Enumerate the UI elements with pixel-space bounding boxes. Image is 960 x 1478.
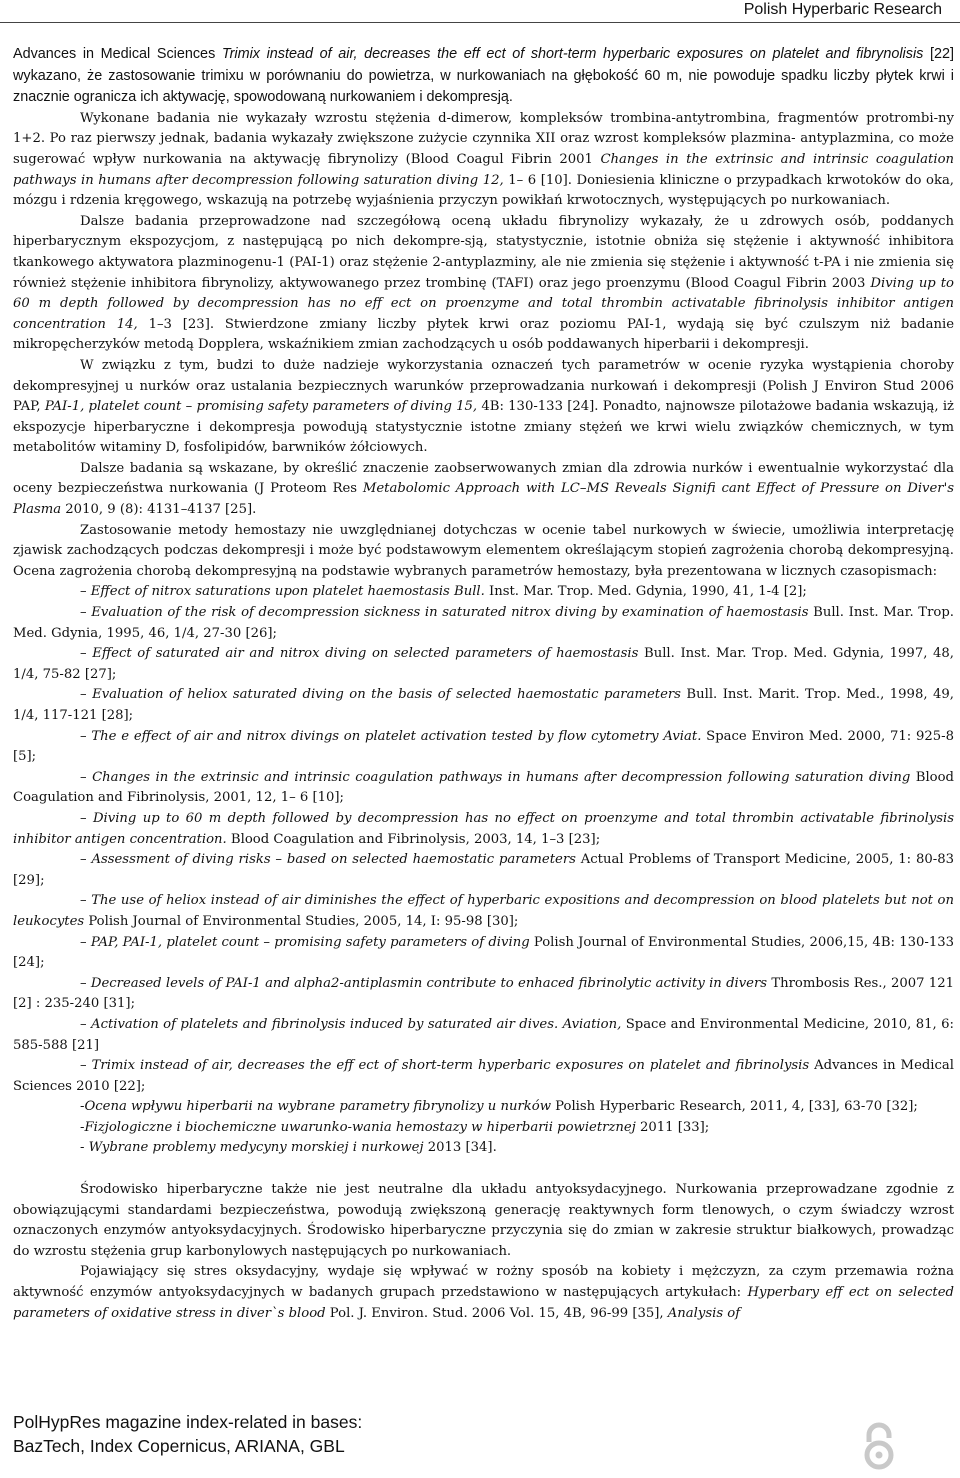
reference-title: Effect of saturated air and nitrox diving on selected parameters of haemostasis <box>92 646 639 662</box>
reference-dash: – <box>80 810 93 826</box>
text-run: 1–3 [23]. Stwierdzone zmiany liczby płytek krwi oraz poziomu PAI-1, wydają się być czulszym niż badanie mikropęcherzyków metodą Dopplera, wskaźnikiem zmian zachodzących u osób poddawanych hiperbarii i dekompresji. <box>13 316 954 353</box>
text-run: [22] wykazano, że zastosowanie trimixu w porównaniu do powietrza, w nurkowaniach na głębokość 60 m, nie powoduje spadku liczby płytek krwi i znacznie ogranicza ich aktywację, spowodowaną nurkowaniem i dekompresją. <box>13 46 954 106</box>
reference-item <box>13 727 954 768</box>
reference-source: Advances in Medical Sciences 2010 [22]; <box>13 1058 954 1094</box>
paragraph <box>13 356 954 459</box>
reference-source: Thrombosis Res., 2007 121 [2] : 235-240 [31]; <box>13 975 954 1012</box>
reference-title: PAP, PAI-1, platelet count – promising safety parameters of diving <box>90 934 530 950</box>
reference-title: Diving up to 60 m depth followed by decompression has no effect on proenzyme and total thrombin activatable fibrinolysis inhibitor antigen concentration. <box>13 810 954 847</box>
text-run: Pol. J. Environ. Stud. 2006 Vol. 15, 4B, 96-99 [35], <box>325 1305 668 1321</box>
citation-title: Diving up to 60 m depth followed by decompression has no eff ect on proenzyme and total thrombin activatable fibrinolysis inhibitor antigen concentration 14, <box>13 275 955 332</box>
citation-title: PAI-1, platelet count – promising safety parameters of diving 15, <box>44 399 478 415</box>
reference-item <box>13 644 954 685</box>
reference-title: Trimix instead of air, decreases the eff ect of short-term hyperbaric exposures on platelet and fibrinolysis <box>91 1058 810 1074</box>
reference-title: - Wybrane problemy medycyny morskiej i nurkowej <box>80 1140 424 1156</box>
reference-item <box>13 974 954 1015</box>
text-run: W związku z tym, budzi to duże nadzieje wykorzystania oznaczeń tych parametrów w ocenie ryzyka wystąpienia choroby dekompresyjnej u nurków oraz ustalania bezpiecznych warunków przeprowadzania nurkowań i dekompresji (Polish J Environ Stud 2006 PAP, <box>13 357 954 415</box>
reference-source: Bull. Inst. Mar. Trop. Med. Gdynia, 1997, 48, 1/4, 75-82 [27]; <box>13 646 954 682</box>
reference-title: The e effect of air and nitrox divings on platelet activation tested by flow cytometry Aviat. <box>91 728 702 744</box>
reference-item <box>13 809 954 850</box>
reference-dash: – <box>80 934 91 950</box>
reference-title: Evaluation of the risk of decompression sickness in saturated nitrox diving by examination of haemostasis <box>91 605 809 621</box>
reference-item <box>13 685 954 726</box>
reference-dash: – <box>80 1016 92 1032</box>
text-run: Advances in Medical Sciences <box>13 46 222 62</box>
citation-title: Metabolomic Approach with LC–MS Reveals Signifi cant Effect of Pressure on Diver's Plasma <box>13 481 955 518</box>
paragraph <box>13 44 954 109</box>
text-run: Dalsze badania są wskazane, by określić znaczenie zaobserwowanych zmian dla zdrowia nurków i ewentualnie wykorzystać dla oceny bezpieczeństwa nurkowania (J Proteom Res <box>13 460 954 497</box>
reference-item <box>13 1097 954 1118</box>
reference-title: -Ocena wpływu hiperbarii na wybrane parametry fibrynolizy u nurków <box>80 1099 551 1115</box>
reference-dash: – <box>80 584 91 600</box>
paragraph <box>13 212 954 356</box>
text-run: 2010, 9 (8): 4131–4137 [25]. <box>61 502 257 518</box>
text-run: Wykonane badania nie wykazały wzrostu stężenia d-dimerow, kompleksów trombina-antytrombina, fragmentów protrombi-ny 1+2. Po raz pierwszy jednak, badania wykazały zwiększone zużycie czynnika XII oraz wzrost kompleksów plazmina- antyplazmina, co może sugerować wpływ nurkowania na aktywację fibrynolizy (Blood Coagul Fibrin 2001 <box>13 110 954 167</box>
reference-dash: – <box>80 975 91 991</box>
reference-source: 2013 [34]. <box>423 1140 497 1156</box>
paragraph <box>13 1262 954 1324</box>
reference-title: -Fizjologiczne i biochemiczne uwarunko-wania hemostazy w hiperbarii powietrznej <box>80 1119 636 1135</box>
reference-source: Polish Hyperbaric Research, 2011, 4, [33], 63-70 [32]; <box>550 1099 918 1115</box>
reference-item <box>13 1015 954 1056</box>
open-access-icon <box>860 1420 898 1472</box>
text-run: Pojawiający się stres oksydacyjny, wydaje się wpływać w rożny sposób na kobiety i mężczyzn, za czym przemawia rożna aktywność enzymów antyoksydacyjnych w badanych grupach przedstawiono w następujących artykułach: <box>13 1264 954 1301</box>
reference-item <box>13 603 954 644</box>
reference-title: Effect of nitrox saturations upon platelet haemostasis Bull. <box>90 584 485 600</box>
reference-title: Assessment of diving risks – based on selected haemostatic parameters <box>91 852 576 868</box>
citation-title: Changes in the extrinsic and intrinsic coagulation pathways in humans after decompression following saturation diving 12, <box>13 151 954 188</box>
reference-item <box>13 1138 954 1159</box>
reference-source: Actual Problems of Transport Medicine, 2005, 1: 80-83 [29]; <box>13 852 954 888</box>
reference-source: Space and Environmental Medicine, 2010, 81, 6: 585-588 [21] <box>13 1016 954 1053</box>
reference-source: Bull. Inst. Mar. Trop. Med. Gdynia, 1995, 46, 1/4, 27-30 [26]; <box>13 605 954 641</box>
reference-source: Blood Coagulation and Fibrinolysis, 2001, 12, 1– 6 [10]; <box>13 769 954 806</box>
reference-title: The use of heliox instead of air diminishes the effect of hyperbaric expositions and decompression on blood platelets but not on leukocytes <box>13 893 954 929</box>
article-body <box>13 44 954 1324</box>
citation-title: Trimix instead of air, decreases the eff ect of short-term hyperbaric exposures on platelet and fibrynolisis <box>221 46 924 62</box>
reference-title: Evaluation of heliox saturated diving on the basis of selected haemostatic parameters <box>92 687 681 703</box>
reference-source: Space Environ Med. 2000, 71: 925-8 [5]; <box>13 728 955 765</box>
reference-source: Blood Coagulation and Fibrinolysis, 2003, 14, 1–3 [23]; <box>226 831 601 847</box>
reference-title: Activation of platelets and fibrinolysis induced by saturated air dives. Aviation, <box>91 1016 622 1032</box>
paragraph: Zastosowanie metody hemostazy nie uwzględnianej dotychczas w ocenie tabel nurkowych w świecie, umożliwia interpretację zjawisk zachodzących podczas dekompresji i może być podstawowym elementem określającym stopień zagrożenia chorobą dekompresyjną. Ocena zagrożenia chorobą dekompresyjną na podstawie wybranych parametrów hemostazy, była prezentowana w licznych czasopismach: <box>13 522 954 579</box>
reference-list <box>13 582 954 1159</box>
reference-item <box>13 850 954 891</box>
reference-item <box>13 933 954 974</box>
text-run: Dalsze badania przeprowadzone nad szczegółową oceną układu fibrynolizy wykazały, że u zdrowych osób, poddanych hiperbarycznym ekspozycjom, z następującą po nich dekompre-sją, statystycznie, istotnie obniża się stężenie i aktywność inhibitora tkankowego aktywatora plazminogenu-1 (PAI-1) oraz stężenie 2-antyplazminy, ale nie zmienia się stężenie i aktywność t-PA i nie zmienia się również stężenie inhibitora fibrynolizy, aktywowanego przez trombinę (TAFI) oraz jego proenzymu (Blood Coagul Fibrin 2003 <box>13 213 954 291</box>
reference-title: Changes in the extrinsic and intrinsic coagulation pathways in humans after decompression following saturation diving <box>92 769 911 785</box>
reference-item <box>13 1118 954 1139</box>
reference-item <box>13 891 954 932</box>
journal-title: Polish Hyperbaric Research <box>743 1 942 18</box>
paragraph <box>13 459 954 521</box>
text-run: 1– 6 [10]. Doniesienia kliniczne o przypadkach krwotoków do oka, mózgu i rdzenia kręgowego, wskazują na potrzebę wyjaśnienia przyczyn powikłań krwotocznych, występujących po nurkowaniach. <box>13 172 955 209</box>
reference-item <box>13 582 954 603</box>
citation-title: Hyperbary eff ect on selected parameters of oxidative stress in diver`s blood <box>13 1285 954 1321</box>
reference-dash: – <box>80 769 93 785</box>
reference-dash: – <box>80 1058 92 1074</box>
footer-line: PolHypRes magazine index-related in bases: <box>13 1412 363 1432</box>
reference-source: 2011 [33]; <box>635 1119 710 1135</box>
citation-title: Analysis of <box>667 1305 741 1321</box>
reference-dash: – <box>80 728 92 744</box>
reference-dash: – <box>80 687 93 703</box>
reference-source: Polish Journal of Environmental Studies, 2005, 14, I: 95-98 [30]; <box>84 913 519 929</box>
page-header <box>0 0 960 23</box>
reference-source: Inst. Mar. Trop. Med. Gdynia, 1990, 41, 1-4 [2]; <box>484 584 807 600</box>
text-run: 4B: 130-133 [24]. Ponadto, najnowsze pilotażowe badania wskazują, iż ekspozycje hiperbaryczne i dekompresja powodują statystycznie istotne zmiany stężeń we krwi wielu związków chemicznych, w tym metabolitów witaminy D, fosfolipidów, barwników żółciowych. <box>13 399 954 456</box>
paragraph: Środowisko hiperbaryczne także nie jest neutralne dla układu antyoksydacyjnego. Nurkowania przeprowadzane zgodnie z obowiązującymi standardami bezpieczeństwa, powodują zwiększoną generację reaktywnych form tlenowych, o czym świadczy wzrost oznaczonych enzymów antyoksydacyjnych. Środowisko hiperbaryczne przyczynia się do zmian w zakresie struktur białkowych, prowadząc do wzrostu stężenia grup karbonylowych następujących po nurkowaniach. <box>13 1182 954 1259</box>
reference-source: Polish Journal of Environmental Studies, 2006,15, 4B: 130-133 [24]; <box>13 934 954 971</box>
footer-line: BazTech, Index Copernicus, ARIANA, GBL <box>13 1436 345 1456</box>
reference-item <box>13 1056 954 1097</box>
paragraph <box>13 109 954 212</box>
reference-title: Decreased levels of PAI-1 and alpha2-antiplasmin contribute to enhaced fibrinolytic activity in divers <box>90 975 768 991</box>
reference-dash: – <box>80 852 92 868</box>
reference-dash: – <box>80 893 92 909</box>
reference-source: Bull. Inst. Marit. Trop. Med., 1998, 49, 1/4, 117-121 [28]; <box>13 687 954 723</box>
reference-item <box>13 768 954 809</box>
page-footer <box>13 1410 362 1458</box>
reference-dash: – <box>80 646 93 662</box>
reference-dash: – <box>80 605 92 621</box>
